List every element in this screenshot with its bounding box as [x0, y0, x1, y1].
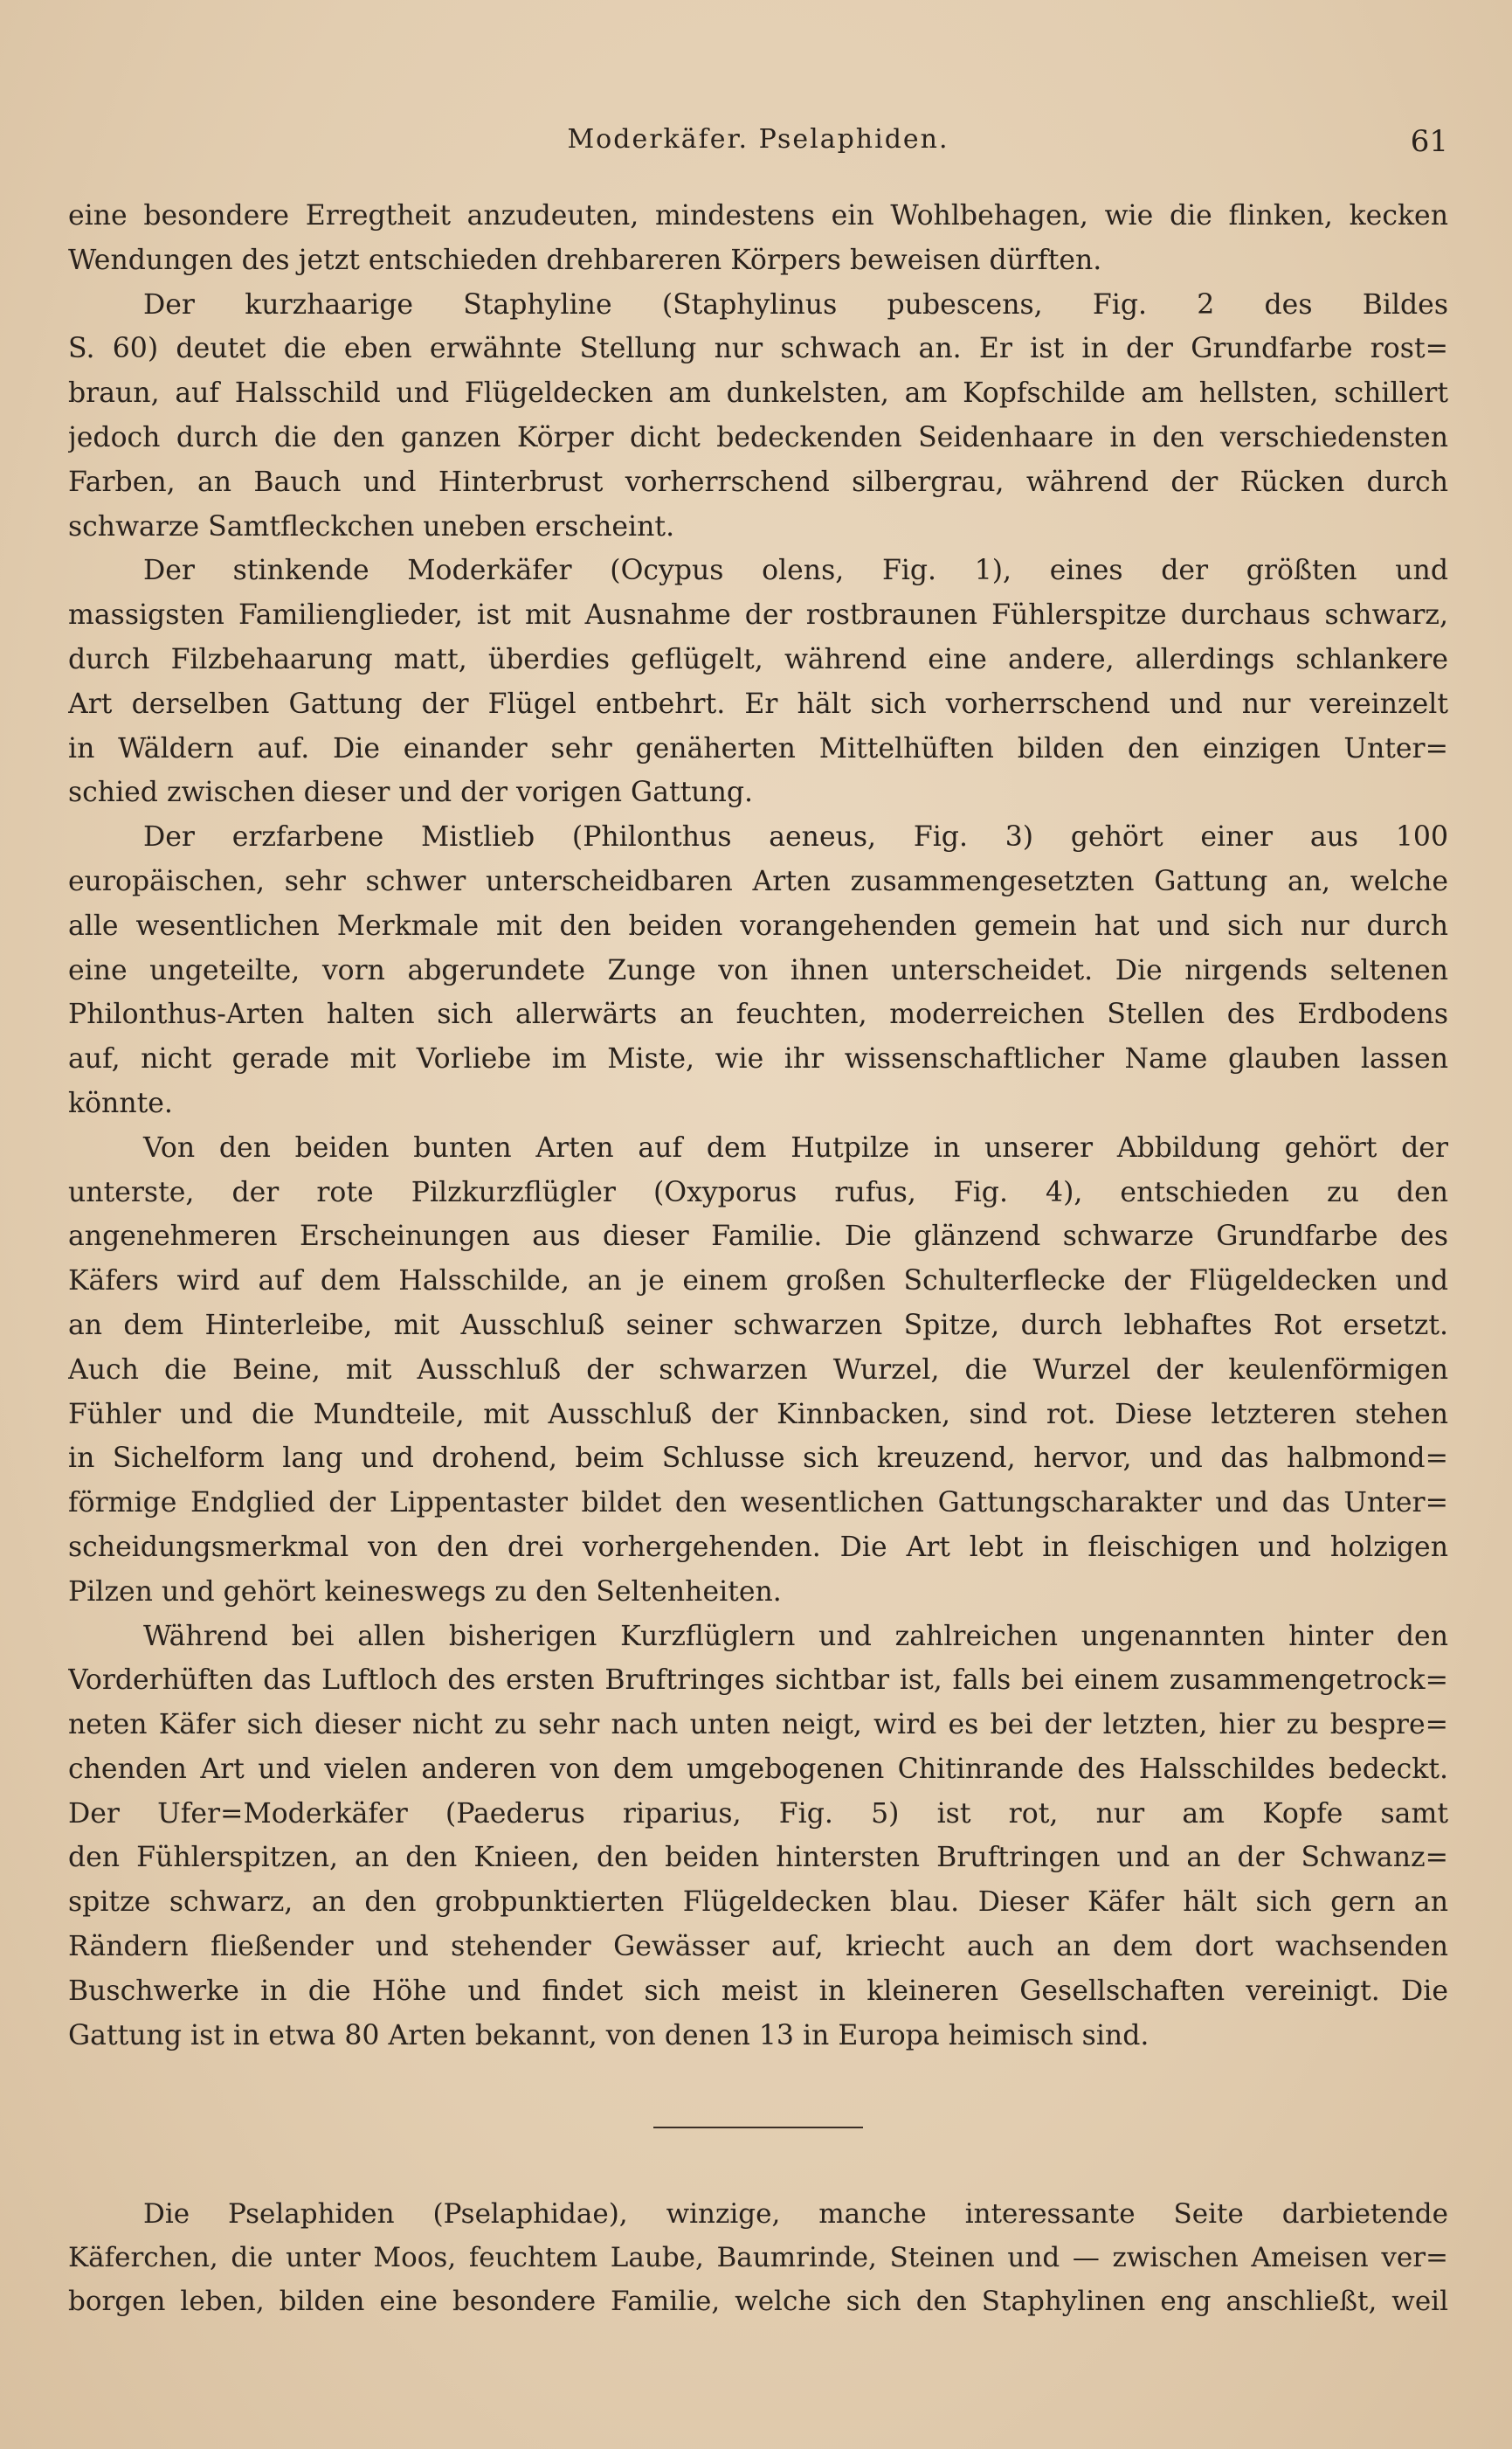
text-line: Vorderhüften das Luftloch des ersten Bruftringes sichtbar ist, falls bei einem zusammengetrock= [68, 1664, 1448, 1697]
text-line: spitze schwarz, an den grobpunktierten Flügeldecken blau. Dieser Käfer hält sich gern an [68, 1886, 1448, 1919]
text-line: chenden Art und vielen anderen von dem umgebogenen Chitinrande des Halsschildes bedeckt. [68, 1753, 1448, 1785]
text-line: Käferchen, die unter Moos, feuchtem Laube, Baumrinde, Steinen und — zwischen Ameisen ver= [68, 2242, 1448, 2273]
small-print-section [68, 2192, 1448, 2323]
text-line: Pilzen und gehört keineswegs zu den Seltenheiten. [68, 1575, 782, 1608]
text-line: Der Ufer=Moderkäfer (Paederus riparius, Fig. 5) ist rot, nur am Kopfe samt [68, 1797, 1448, 1830]
running-title: Moderkäfer. Pselaphiden. [567, 124, 949, 155]
text-line: unterste, der rote Pilzkurzflügler (Oxyporus rufus, Fig. 4), entschieden zu den [68, 1176, 1448, 1208]
text-line: neten Käfer sich dieser nicht zu sehr nach unten neigt, wird es bei der letzten, hier zu bespre= [68, 1709, 1448, 1741]
text-line: Käfers wird auf dem Halsschilde, an je einem großen Schulterflecke der Flügeldecken und [68, 1265, 1448, 1297]
text-line: schwarze Samtfleckchen uneben erscheint. [68, 510, 675, 543]
text-line: durch Filzbehaarung matt, überdies geflügelt, während eine andere, allerdings schlankere [68, 643, 1448, 675]
text-line: in Sichelform lang und drohend, beim Schlusse sich kreuzend, hervor, und das halbmond= [68, 1442, 1448, 1475]
text-line: braun, auf Halsschild und Flügeldecken am dunkelsten, am Kopfschilde am hellsten, schillert [68, 377, 1448, 410]
text-line: jedoch durch die den ganzen Körper dicht bedeckenden Seidenhaare in den verschiedensten [68, 421, 1448, 453]
text-line: Philonthus-Arten halten sich allerwärts an feuchten, moderreichen Stellen des Erdbodens [68, 999, 1448, 1031]
text-line: den Fühlerspitzen, an den Knieen, den beiden hintersten Bruftringen und an der Schwanz= [68, 1842, 1448, 1874]
text-line: eine ungeteilte, vorn abgerundete Zunge von ihnen unterscheidet. Die nirgends seltenen [68, 954, 1448, 986]
paragraph-start-line: Der stinkende Moderkäfer (Ocypus olens, Fig. 1), eines der größten und [143, 555, 1448, 587]
paragraph-start-line: Der erzfarbene Mistlieb (Philonthus aeneus, Fig. 3) gehört einer aus 100 [143, 821, 1448, 854]
text-line: Farben, an Bauch und Hinterbrust vorherrschend silbergrau, während der Rücken durch [68, 466, 1448, 498]
running-head [68, 124, 1448, 163]
body-text [68, 194, 1448, 2058]
text-line: eine besondere Erregtheit anzudeuten, mindestens ein Wohlbehagen, wie die flinken, kecken [68, 200, 1448, 232]
text-line: europäischen, sehr schwer unterscheidbaren Arten zusammengesetzten Gattung an, welche [68, 865, 1448, 897]
text-line: alle wesentlichen Merkmale mit den beiden vorangehenden gemein hat und sich nur durch [68, 910, 1448, 942]
text-line: borgen leben, bilden eine besondere Familie, welche sich den Staphylinen eng anschließt, weil [68, 2286, 1448, 2317]
text-line: auf, nicht gerade mit Vorliebe im Miste, wie ihr wissenschaftlicher Name glauben lassen [68, 1043, 1448, 1076]
text-line: Auch die Beine, mit Ausschluß der schwarzen Wurzel, die Wurzel der keulenförmigen [68, 1353, 1448, 1386]
text-line: an dem Hinterleibe, mit Ausschluß seiner schwarzen Spitze, durch lebhaftes Rot ersetzt. [68, 1309, 1448, 1341]
text-line: Fühler und die Mundteile, mit Ausschluß der Kinnbacken, sind rot. Diese letzteren stehen [68, 1398, 1448, 1430]
text-line: Gattung ist in etwa 80 Arten bekannt, von denen 13 in Europa heimisch sind. [68, 2019, 1150, 2051]
page-number: 61 [1410, 124, 1448, 159]
text-line: angenehmeren Erscheinungen aus dieser Familie. Die glänzend schwarze Grundfarbe des [68, 1221, 1448, 1253]
paragraph-start-line: Der kurzhaarige Staphyline (Staphylinus pubescens, Fig. 2 des Bildes [143, 288, 1448, 321]
section-divider [653, 2127, 863, 2128]
text-line: Wendungen des jetzt entschieden drehbareren Körpers beweisen dürften. [68, 244, 1102, 276]
text-line: Art derselben Gattung der Flügel entbehrt. Er hält sich vorherrschend und nur vereinzelt [68, 688, 1448, 720]
paragraph-start-line: Die Pselaphiden (Pselaphidae), winzige, manche interessante Seite darbietende [143, 2198, 1448, 2230]
text-line: massigsten Familienglieder, ist mit Ausnahme der rostbraunen Fühlerspitze durchaus schwarz, [68, 599, 1448, 632]
paragraph-start-line: Während bei allen bisherigen Kurzflüglern und zahlreichen ungenannten hinter den [143, 1620, 1448, 1652]
text-line: S. 60) deutet die eben erwähnte Stellung nur schwach an. Er ist in der Grundfarbe rost= [68, 333, 1448, 365]
text-line: scheidungsmerkmal von den drei vorhergehenden. Die Art lebt in fleischigen und holzigen [68, 1531, 1448, 1563]
text-line: in Wäldern auf. Die einander sehr genäherten Mittelhüften bilden den einzigen Unter= [68, 732, 1448, 764]
text-line: schied zwischen dieser und der vorigen Gattung. [68, 777, 754, 809]
text-line: förmige Endglied der Lippentaster bildet den wesentlichen Gattungscharakter und das Unter= [68, 1487, 1448, 1519]
text-line: Rändern fließender und stehender Gewässer auf, kriecht auch an dem dort wachsenden [68, 1931, 1448, 1963]
paragraph-start-line: Von den beiden bunten Arten auf dem Hutpilze in unserer Abbildung gehört der [143, 1131, 1448, 1164]
text-line: könnte. [68, 1087, 173, 1119]
text-line: Buschwerke in die Höhe und findet sich meist in kleineren Gesellschaften vereinigt. Die [68, 1975, 1448, 2007]
